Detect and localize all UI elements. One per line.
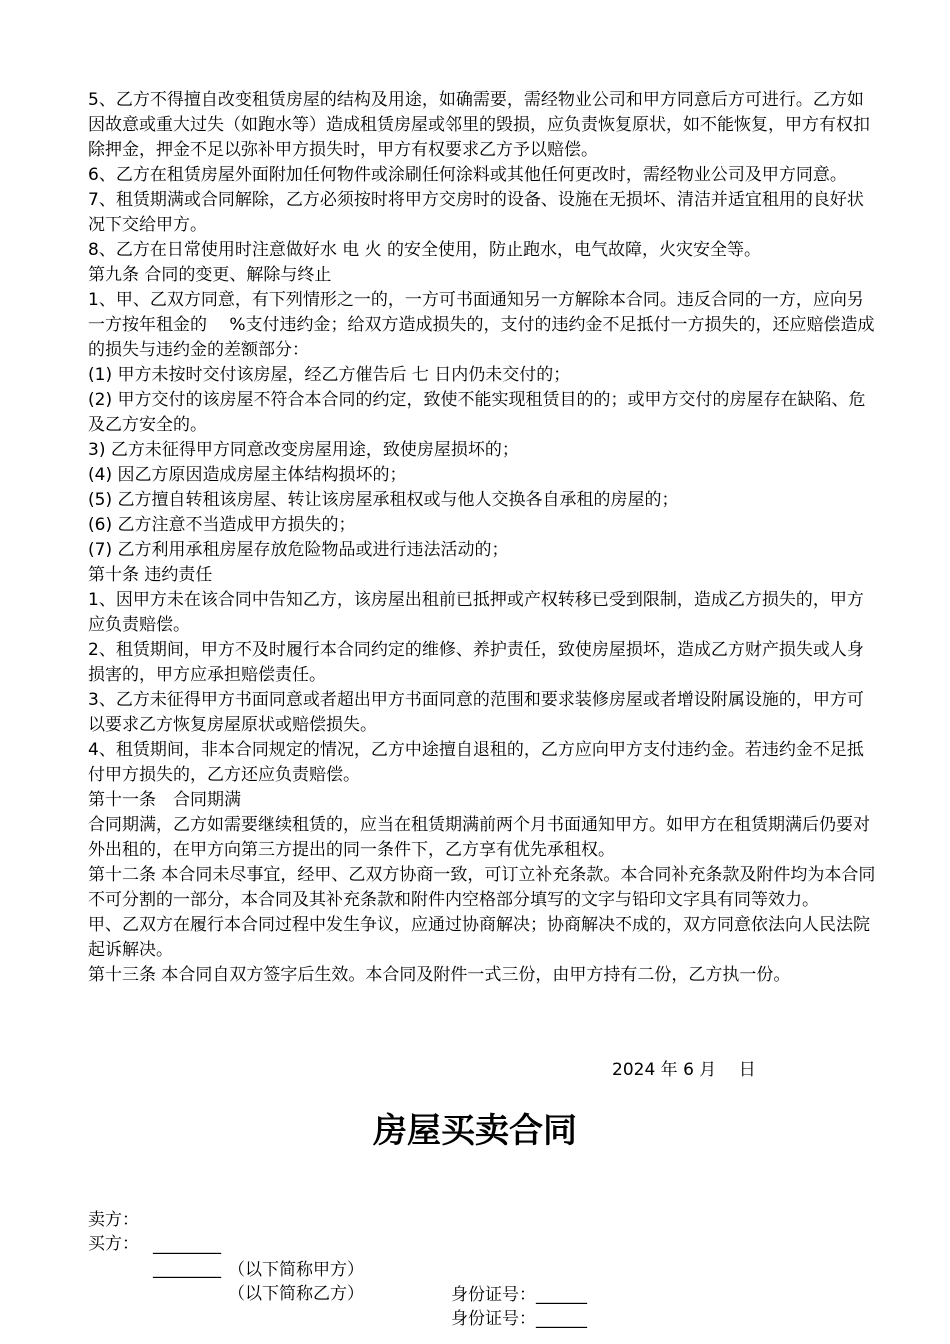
clause-item: (4) 因乙方原因造成房屋主体结构损坏的； <box>88 465 407 485</box>
clause-paragraph: 1、因甲方未在该合同中告知乙方，该房屋出租前已抵押或产权转移已受到限制，造成乙方损失的，甲方应负责赔偿。 <box>88 590 864 635</box>
clause-item: (7) 乙方利用承租房屋存放危险物品或进行违法活动的； <box>88 540 509 560</box>
article-heading: 第十条 违约责任 <box>88 565 213 585</box>
clause-paragraph: 第十二条 本合同未尽事宜，经甲、乙双方协商一致，可订立补充条款。本合同补充条款及附件均为本合同不可分割的一部分，本合同及其补充条款和附件内空格部分填写的文字与铅印文字具有同等效力。 <box>88 865 876 910</box>
clause-item: 3) 乙方未征得甲方同意改变房屋用途，致使房屋损坏的； <box>88 440 519 460</box>
clause-item: (2) 甲方交付的该房屋不符合本合同的约定，致使不能实现租赁目的的；或甲方交付的房屋存在缺陷、危及乙方安全的。 <box>88 390 866 435</box>
clause-paragraph: 4、租赁期间，非本合同规定的情况，乙方中途擅自退租的，乙方应向甲方支付违约金。若违约金不足抵付甲方损失的，乙方还应负责赔偿。 <box>88 740 864 785</box>
article-heading: 第十一条 合同期满 <box>88 790 241 810</box>
clause-paragraph: 5、乙方不得擅自改变租赁房屋的结构及用途，如确需要，需经物业公司和甲方同意后方可进行。乙方如因故意或重大过失（如跑水等）造成租赁房屋或邻里的毁损，应负责恢复原状，如不能恢复，甲方有权扣除押金，押金不足以弥补甲方损失时，甲方有权要求乙方予以赔偿。 <box>88 90 870 160</box>
clause-paragraph: 6、乙方在租赁房屋外面附加任何物件或涂刷任何涂料或其他任何更改时，需经物业公司及甲方同意。 <box>88 165 847 185</box>
clause-paragraph: 3、乙方未征得甲方书面同意或者超出甲方书面同意的范围和要求装修房屋或者增设附属设施的，甲方可以要求乙方恢复房屋原状或赔偿损失。 <box>88 690 864 735</box>
clause-paragraph: 8、乙方在日常使用时注意做好水 电 火 的安全使用，防止跑水，电气故障，火灾安全等。 <box>88 240 762 260</box>
buyer-id-label: 身份证号：______ <box>451 1309 587 1329</box>
clause-paragraph: 甲、乙双方在履行本合同过程中发生争议，应通过协商解决；协商解决不成的，双方同意依法向人民法院起诉解决。 <box>88 915 870 960</box>
buyer-label: 买方： <box>88 1234 139 1254</box>
clause-paragraph: 第十三条 本合同自双方签字后生效。本合同及附件一式三份，由甲方持有二份，乙方执一份。 <box>88 965 791 985</box>
clause-item: (5) 乙方擅自转租该房屋、转让该房屋承租权或与他人交换各自承租的房屋的； <box>88 490 679 510</box>
clause-item: (6) 乙方注意不当造成甲方损失的； <box>88 515 356 535</box>
seller-id-label: 身份证号：______ <box>451 1285 587 1305</box>
seller-note: （以下简称甲方） <box>228 1260 364 1280</box>
buyer-note: （以下简称乙方） <box>228 1284 364 1304</box>
seller-blank: ________ <box>153 1235 221 1255</box>
clause-paragraph: 1、甲、乙双方同意，有下列情形之一的，一方可书面通知另一方解除本合同。违反合同的一方，应向另一方按年租金的 %支付违约金；给双方造成损失的，支付的违约金不足抵付一方损失的，还应赔偿造成的损失与违约金的差额部分： <box>88 290 875 360</box>
clause-paragraph: 7、租赁期满或合同解除，乙方必须按时将甲方交房时的设备、设施在无损坏、清洁并适宜租用的良好状况下交给甲方。 <box>88 190 864 235</box>
buyer-blank: ________ <box>153 1259 221 1279</box>
seller-label: 卖方： <box>88 1210 139 1230</box>
clause-paragraph: 合同期满，乙方如需要继续租赁的，应当在租赁期满前两个月书面通知甲方。如甲方在租赁期满后仍要对外出租的，在甲方向第三方提出的同一条件下，乙方享有优先承租权。 <box>88 815 870 860</box>
document-title: 房屋买卖合同 <box>373 1111 577 1151</box>
article-heading: 第九条 合同的变更、解除与终止 <box>88 265 332 285</box>
clause-paragraph: 2、租赁期间，甲方不及时履行本合同约定的维修、养护责任，致使房屋损坏，造成乙方财产损失或人身损害的，甲方应承担赔偿责任。 <box>88 640 864 685</box>
clause-item: (1) 甲方未按时交付该房屋，经乙方催告后 七 日内仍未交付的； <box>88 365 571 385</box>
signing-date: 2024 年 6 月 日 <box>612 1060 756 1080</box>
contract-body <box>88 88 878 988</box>
